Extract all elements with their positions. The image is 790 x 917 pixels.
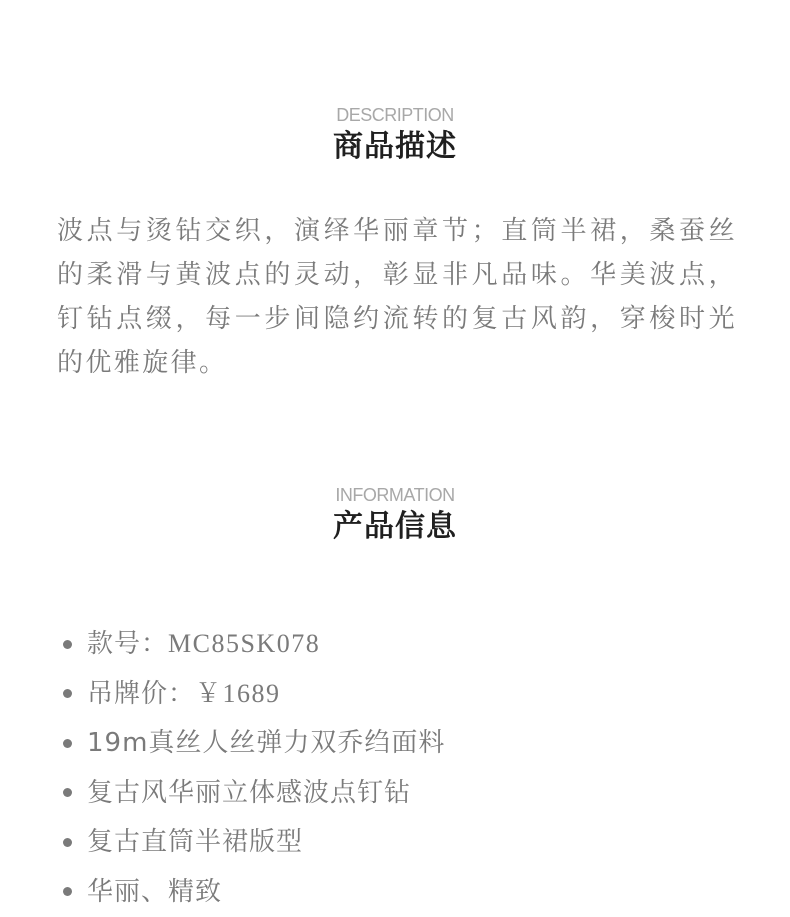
info-label: 吊牌价： — [87, 678, 196, 709]
product-info-list — [58, 619, 758, 916]
info-item-detail — [58, 768, 758, 818]
description-eyebrow: DESCRIPTION — [336, 105, 454, 125]
info-value: MC85SK078 — [168, 629, 321, 658]
info-item-silhouette — [58, 817, 758, 867]
info-label: 复古直筒半裙版型 — [87, 827, 304, 857]
bullet-dot-icon — [63, 838, 72, 847]
bullet-dot-icon — [63, 640, 72, 649]
info-label: 款号： — [87, 629, 169, 659]
info-label: 复古风华丽立体感波点钉钻 — [87, 777, 412, 808]
bullet-dot-icon — [63, 689, 72, 698]
bullet-dot-icon — [63, 739, 72, 748]
info-item-fabric — [58, 718, 758, 768]
info-item-style — [58, 867, 758, 917]
info-label: 华丽、精致 — [87, 876, 223, 907]
information-eyebrow: INFORMATION — [335, 485, 455, 505]
information-header — [0, 484, 790, 546]
info-item-style-number — [58, 619, 758, 669]
description-title: 商品描述 — [333, 129, 457, 164]
description-body: 波点与烫钻交织，演绎华丽章节；直筒半裙，桑蚕丝的柔滑与黄波点的灵动，彰显非凡品味。华美波点，钉钻点缀，每一步间隐约流转的复古风韵，穿梭时光的优雅旋律。 — [57, 216, 737, 378]
info-value: ￥1689 — [195, 678, 281, 708]
info-label: 19m真丝人丝弹力双乔绉面料 — [87, 728, 446, 758]
info-item-tag-price — [58, 669, 758, 719]
description-header — [0, 104, 790, 166]
bullet-dot-icon — [63, 887, 72, 896]
information-title: 产品信息 — [333, 509, 457, 544]
bullet-dot-icon — [63, 788, 72, 797]
